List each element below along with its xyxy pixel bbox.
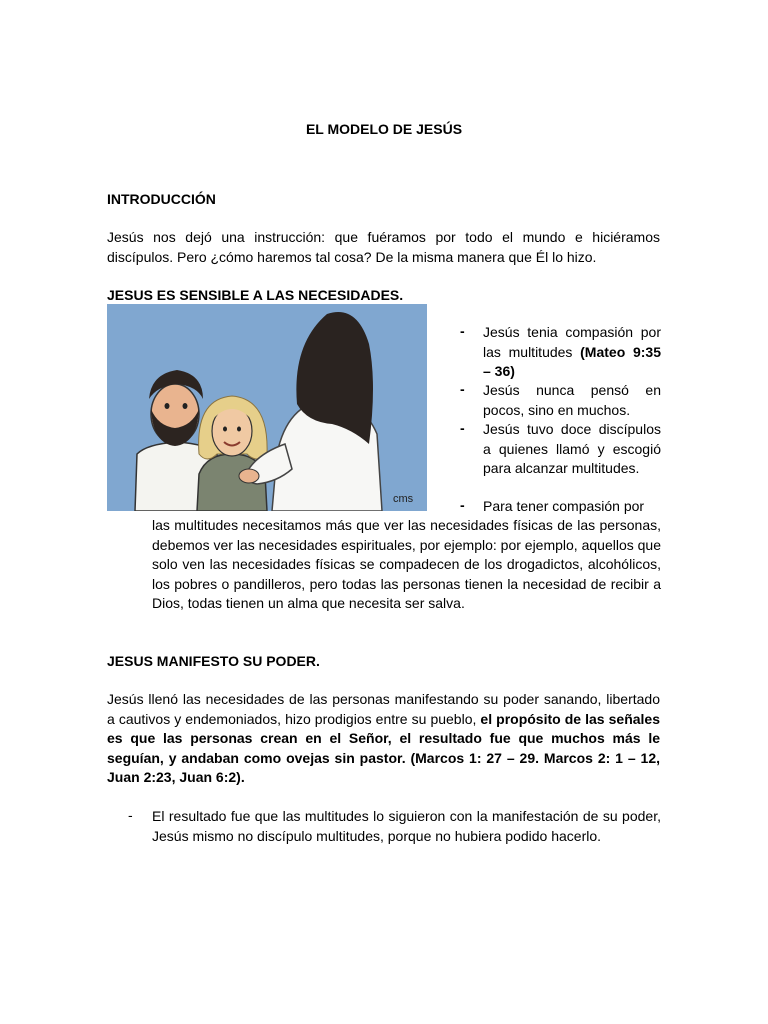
section2-paragraph-plain: Jesús llenó las necesidades de las personas manifestando su poder sanando, libertado a cautivos y endemoniados, hizo prodigios entre su pueblo, [107,691,660,727]
bullet-dash-1: - [460,323,465,339]
section2-bullet-dash: - [128,807,133,823]
jesus-illustration [107,304,427,511]
section1-heading: JESUS ES SENSIBLE A LAS NECESIDADES. [107,287,404,303]
bullet-item-1-text: Jesús tenia compasión por las multitudes [483,324,661,360]
intro-line-2: discípulos. Pero ¿cómo haremos tal cosa? De la misma manera que Él lo hizo. [107,248,597,265]
section2-bullet-text: El resultado fue que las multitudes lo siguieron con la manifestación de su poder, Jesús mismo no discípulo multitudes, porque no hubiera podido hacerlo. [152,808,661,844]
bullet-item-1-ref: (Mateo 9:35 – 36) [483,343,661,379]
document-title: EL MODELO DE JESÚS [305,121,463,137]
illustration-signature: cms [393,493,414,505]
bullet-item-1 [483,323,661,382]
section2-heading: JESUS MANIFESTO SU PODER. [107,653,320,669]
bullet-item-2: Jesús nunca pensó en pocos, sino en muchos. [483,382,661,418]
intro-line-1: Jesús nos dejó una instrucción: que fuéramos por todo el mundo e hiciéramos [107,229,660,245]
section2-paragraph [107,690,660,788]
section1-continuation: las multitudes necesitamos más que ver las necesidades físicas de las personas, debemos ver las necesidades espirituales, por ejemplo: por ejemplo, aquellos que solo ven las necesidades físicas se compadecen de los drogadictos, alcohólicos, los pobres o pandilleros, pero todas las personas tienen la necesidad de recibir a Dios, todas tienen un alma que necesita ser salva. [152,517,661,611]
bullet-item-4: Para tener compasión por [483,498,645,514]
intro-paragraph [107,228,660,267]
bullet-dash-2: - [460,381,465,397]
bullet-dash-4: - [460,497,465,513]
intro-heading: INTRODUCCIÓN [107,191,216,207]
bullet-item-3: Jesús tuvo doce discípulos a quienes llamó y escogió para alcanzar multitudes. [483,421,661,476]
section2-paragraph-bold: el propósito de las señales es que las personas crean en el Señor, el resultado fue que muchos más le seguían, y andaban como ovejas sin pastor. (Marcos 1: 27 – 29. Marcos 2: 1 – 12, Juan 2:23, Juan 6:2). [107,710,660,785]
bullet-dash-3: - [460,420,465,436]
